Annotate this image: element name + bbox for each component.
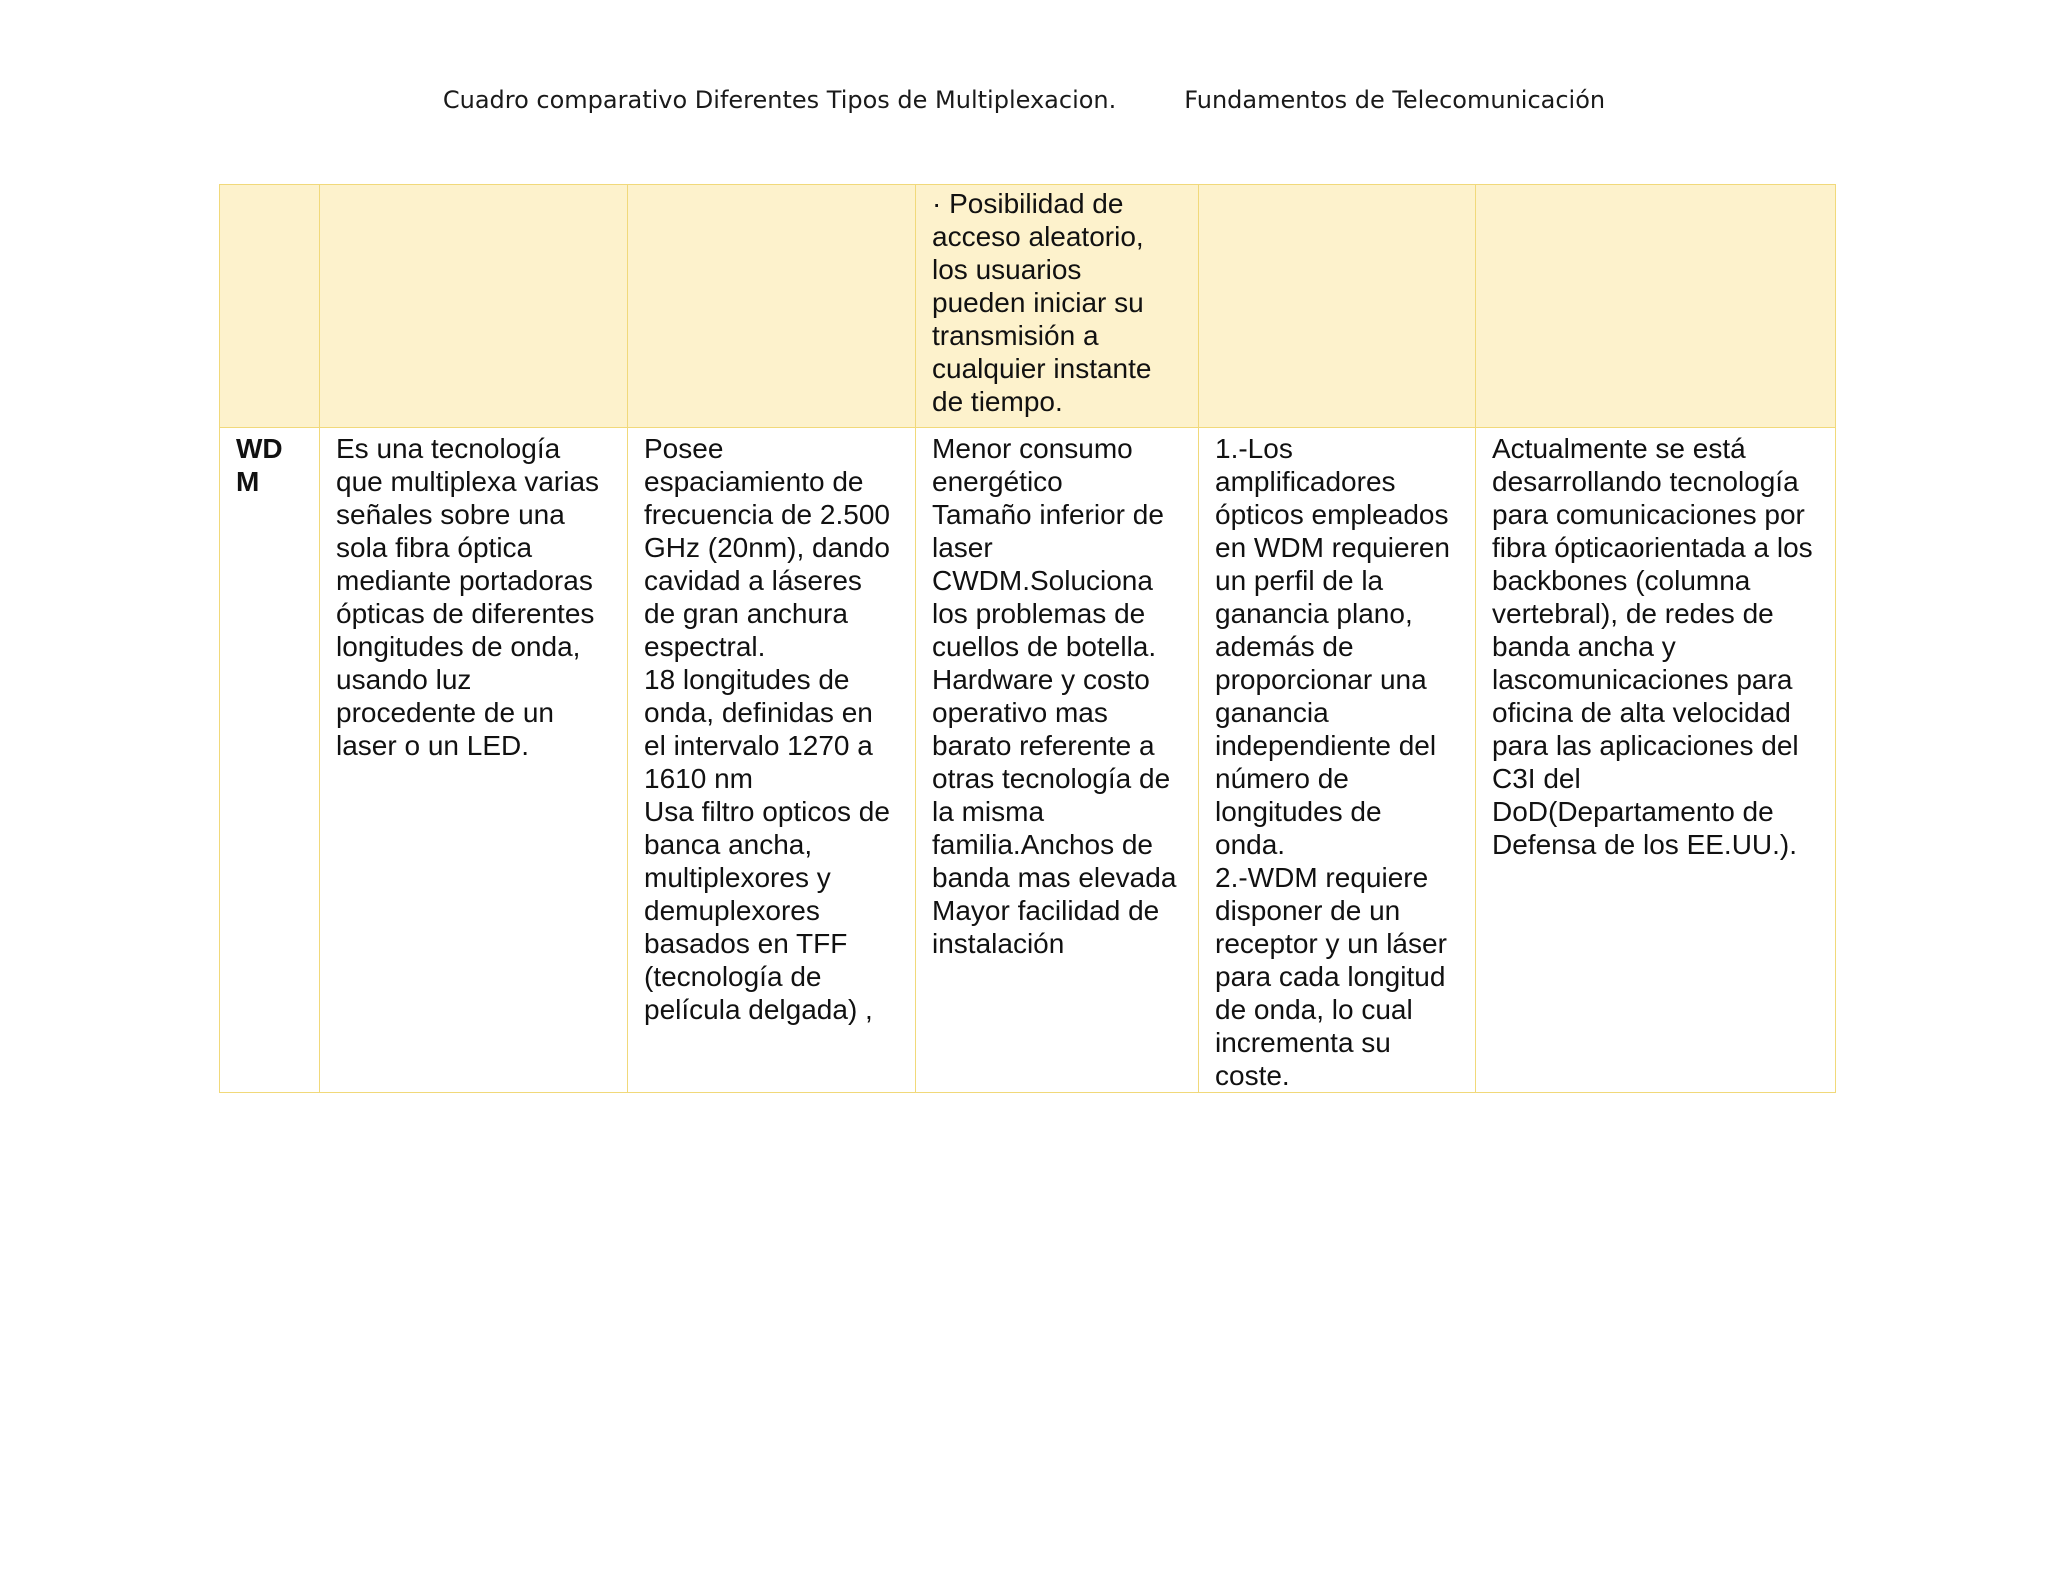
table-row-wdm <box>220 428 1836 1093</box>
table-row-continuation <box>220 185 1836 428</box>
comparison-table <box>219 184 1836 1093</box>
table-cell-desventajas <box>1199 185 1476 428</box>
table-cell-label: WDM <box>220 428 320 1093</box>
document-title: Cuadro comparativo Diferentes Tipos de Multiplexacion. <box>442 86 1117 114</box>
table-cell-caracteristicas: Posee espaciamiento de frecuencia de 2.500 GHz (20nm), dando cavidad a láseres de gran anchura espectral. 18 longitudes de onda, definidas en el intervalo 1270 a 1610 nm Usa filtro opticos de banca ancha, multiplexores y demuplexores basados en TFF (tecnología de película delgada) , <box>628 428 916 1093</box>
table-cell-definicion <box>320 185 628 428</box>
table-cell-desventajas: 1.-Los amplificadores ópticos empleados en WDM requieren un perfil de la ganancia plano, además de proporcionar una ganancia independiente del número de longitudes de onda. 2.-WDM requiere disponer de un receptor y un láser para cada longitud de onda, lo cual incrementa su coste. <box>1199 428 1476 1093</box>
course-title: Fundamentos de Telecomunicación <box>1184 86 1606 114</box>
table-cell-label <box>220 185 320 428</box>
page-header <box>0 86 2048 114</box>
table-cell-definicion: Es una tecnología que multiplexa varias señales sobre una sola fibra óptica mediante portadoras ópticas de diferentes longitudes de onda, usando luz procedente de un laser o un LED. <box>320 428 628 1093</box>
table-cell-ventajas: Menor consumo energético Tamaño inferior de laser CWDM.Soluciona los problemas de cuellos de botella. Hardware y costo operativo mas barato referente a otras tecnología de la misma familia.Anchos de banda mas elevada Mayor facilidad de instalación <box>916 428 1199 1093</box>
table-cell-aplicaciones: Actualmente se está desarrollando tecnología para comunicaciones por fibra ópticaorientada a los backbones (columna vertebral), de redes de banda ancha y lascomunicaciones para oficina de alta velocidad para las aplicaciones del C3I del DoD(Departamento de Defensa de los EE.UU.). <box>1476 428 1836 1093</box>
table-cell-ventajas: · Posibilidad de acceso aleatorio, los usuarios pueden iniciar su transmisión a cualquier instante de tiempo. <box>916 185 1199 428</box>
table-cell-aplicaciones <box>1476 185 1836 428</box>
table-cell-caracteristicas <box>628 185 916 428</box>
